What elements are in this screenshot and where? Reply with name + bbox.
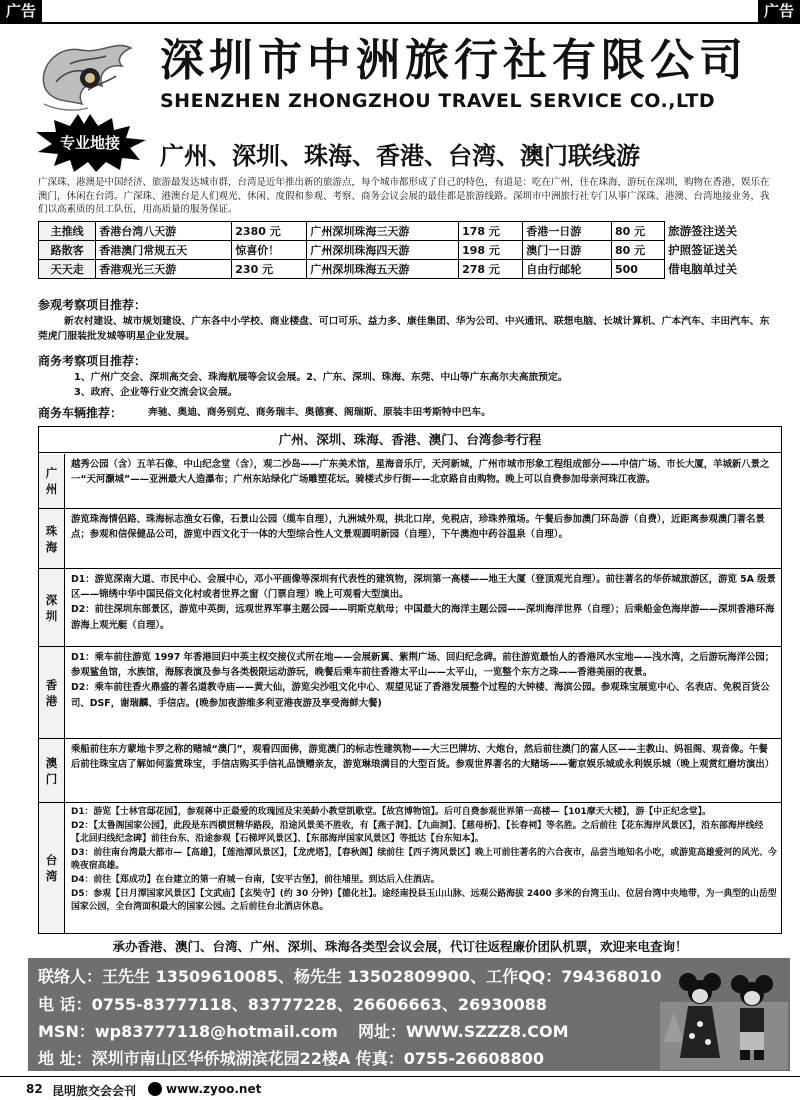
price-route: 广州深圳珠海四天游 bbox=[307, 241, 459, 260]
bottom-banner: 承办香港、澳门、台湾、广州、深圳、珠海各类型会议会展，代订往返程廉价团队机票，欢迎来电查询！ bbox=[112, 939, 688, 954]
price-value: 惊喜价！ bbox=[232, 241, 307, 260]
price-value: 80 元 bbox=[611, 222, 664, 241]
business-line-2: 3、政府、企业等行业交流会议会展。 bbox=[74, 387, 238, 398]
contact-address: 地 址：深圳市南山区华侨城湖滨花园22楼A 传真：0755-26608800 bbox=[38, 1049, 545, 1068]
itinerary-row-zhuhai bbox=[39, 509, 781, 569]
price-value: 178 元 bbox=[459, 222, 523, 241]
route-title: 广州、深圳、珠海、香港、台湾、澳门联线游 bbox=[160, 142, 640, 170]
vehicles-text: 奔驰、奥迪、商务别克、商务瑞丰、奥德赛、阁瑞斯、原装丰田考斯特中巴车。 bbox=[148, 407, 491, 418]
contact-people: 联络人：王先生 13509610085、杨先生 13502809900、工作QQ：794368010 bbox=[38, 967, 662, 986]
itinerary-row-hongkong bbox=[39, 647, 781, 739]
contact-website: 网址：WWW.SZZZ8.COM bbox=[358, 1022, 569, 1041]
itinerary-row-taiwan bbox=[39, 803, 781, 933]
inspection-heading: 参观考察项目推荐： bbox=[38, 298, 147, 312]
contact-phone: 电 话：0755-83777118、83777228、26606663、26930088 bbox=[38, 995, 547, 1014]
price-value: 198 元 bbox=[459, 241, 523, 260]
price-row-lead: 天天走 bbox=[39, 260, 96, 279]
footer-website: www.zyoo.net bbox=[166, 1082, 262, 1096]
row-label: 香 港 bbox=[39, 647, 65, 738]
intro-paragraph: 广深珠、港澳是中国经济、旅游最发达城市群，台湾是近年推出新的旅游点，每个城市都形成了自己的特色，有道是：吃在广州，住在珠海，游玩在深圳，购物在香港，娱乐在澳门，休闲在台湾。广深珠、港澳台是人们观光、休闲、度假和参观、考察、商务会议会展的最佳都是旅游线路。深圳市中洲旅行社专门从事广深珠、港澳、台湾地接业务，我们以高素质的员工队伍，用高质量的服务保证。 bbox=[38, 177, 770, 216]
contact-band bbox=[28, 958, 790, 1071]
mascot-illustration bbox=[660, 962, 788, 1070]
row-text: D1：游览【士林官邸花园】，参观蒋中正最爱的玫瑰园及宋美龄小教堂凯歌堂。【故宫博物馆】。后可自费参观世界第一高楼—【101摩天大楼】，游【中正纪念堂】。 D2：【太鲁阁国家公园】，此段是东西横贯精华路段，沿途风景美不胜收，有【燕子洞】、【九曲洞】、【慈母桥】、【长春祠】等名胜。之后前往【花东海岸风景区】，沿东部海岸线经【北回归线纪念碑】前往台东、沿途参观【石梯坪风景区】、【东部海岸国家风景区】等抵达【台东知本】。 D3：前往南台湾最大都市—【高雄】，【莲池潭风景区】，【龙虎塔】，【春秋阁】续前往【西子湾风景区】晚上可前往著名的六合夜市，品尝当地知名小吃，或游览高雄爱河的风光、今晚夜宿高雄。 D4：前往【郑成功】在台建立的第一府城－台南，【安平古堡】，前往埔里。到达后入住酒店。 D5：参观【日月潭国家风景区】【文武庙】【玄奘寺】(约 30 分钟)【德化社】。途经南投县玉山山脉、远观公路海拔 2400 多米的台湾玉山、位居台湾中央地带，为一典型的山岳型国家公园，全台湾面积最大的国家公园。之后前往台北酒店休息。 bbox=[71, 807, 777, 913]
row-text: 越秀公园（含）五羊石像、中山纪念堂（含），观二沙岛——广东美术馆，星海音乐厅，天河新城，广州市城市形象工程组成部分——中信广场、市长大厦，羊城新八景之一“天河灏城”——亚洲最大人造瀑布；广州东站绿化广场雕塑花坛。骑楼式步行街——北京路自由购物。晚上可以自费参加母亲河珠江夜游。 bbox=[71, 459, 770, 486]
row-text: 游览珠海情侣路、珠海标志渔女石像，石景山公园（缆车自理），九洲城外观，拱北口岸，免税店，珍珠养殖场。午餐后参加澳门环岛游（自费），近距离参观澳门著名景点；参观和信保健品公司，游览中西文化于一体的大型综合性人文景观圆明新园（自理），下午澳泡中药谷温泉（自理）。 bbox=[71, 514, 765, 541]
price-row-lead: 路散客 bbox=[39, 241, 96, 260]
row-text: 乘船前往东方蒙地卡罗之称的赌城“澳门”，观看四面佛，游览澳门的标志性建筑物——大三巴牌坊、大炮台，然后前往澳门的富人区——主教山、妈祖阁、观音像。午餐后前往珠宝店了解如何鉴赏珠宝，手信店购买手信礼品馈赠亲友，游览琳琅满目的大型百货。参观世界著名的大赌场——葡京娱乐城或永利娱乐城（晚上观赏红磨坊演出） bbox=[71, 744, 775, 771]
service-slogan: 护照签证送关 bbox=[668, 243, 738, 257]
row-text: D1：游览深南大道、市民中心、会展中心，邓小平画像等深圳有代表性的建筑物，深圳第一高楼——地王大厦（登顶观光自理）。前往著名的华侨城旅游区，游览 5A 级景区——锦绣中华中国民俗文化村或者世界之窗（门票自理）晚上可观看大型演出。 D2：前往深圳东部景区，游览中英街，远观世界军事主题公园——明斯克航母；中国最大的海洋主题公园——深圳海洋世界（自理）；后乘船金色海岸游——深圳香港环海游海上观光艇（自理）。 bbox=[71, 574, 776, 631]
service-slogan: 借电脑单过关 bbox=[668, 262, 738, 276]
price-table bbox=[38, 221, 774, 279]
magazine-logo-icon bbox=[148, 1082, 162, 1096]
row-text: D1：乘车前往游览 1997 年香港回归中英主权交接仪式所在地——会展新翼、紫荆广场、回归纪念碑。前往游览最怡人的香港风水宝地——浅水湾，之后游玩海洋公园；参观鲨鱼馆，水族馆，海豚表演及参与各类极限运动游玩，晚餐后乘车前往香港太平山——太平山，一览整个东方之珠——香港美丽的夜景。 D2：乘车前往香火鼎盛的著名道教寺庙——黄大仙，游览尖沙咀文化中心、观望见证了香港发展整个过程的大钟楼、海滨公园。参观珠宝展览中心、名表店、免税百货公司、DSF，谢瑞麟、手信店。(晚参加夜游维多利亚港夜游及享受海鲜大餐) bbox=[71, 652, 775, 709]
price-value: 278 元 bbox=[459, 260, 523, 279]
page-footer bbox=[0, 1076, 800, 1100]
company-name-en: SHENZHEN ZHONGZHOU TRAVEL SERVICE CO.,LTD bbox=[160, 90, 716, 112]
page-number: 82 bbox=[26, 1082, 43, 1096]
price-route: 澳门一日游 bbox=[523, 241, 612, 260]
top-rule bbox=[0, 22, 800, 24]
price-route: 自由行邮轮 bbox=[523, 260, 612, 279]
inspection-text: 新农村建设、城市规划建设、广东各中小学校、商业楼盘、可口可乐、益力多、康佳集团、华为公司、中兴通讯、联想电脑、长城计算机、广本汽车、丰田汽车、东莞虎门服装批发城等明星企业发展。 bbox=[38, 316, 770, 342]
itinerary-title: 广州、深圳、珠海、香港、澳门、台湾参考行程 bbox=[39, 427, 781, 453]
badge-text: 专业地接 bbox=[59, 134, 120, 152]
itinerary-row-guangzhou bbox=[39, 454, 781, 509]
business-line-1: 1、广州广交会、深圳高交会、珠海航展等会议会展。2、广东、深圳、珠海、东莞、中山等广东高尔夫高旅预定。 bbox=[74, 372, 568, 383]
price-value: 2380 元 bbox=[232, 222, 307, 241]
row-label: 深 圳 bbox=[39, 569, 65, 646]
price-value: 500 bbox=[611, 260, 664, 279]
business-heading: 商务考察项目推荐： bbox=[38, 354, 147, 368]
ad-label-left: 广告 bbox=[0, 0, 42, 22]
price-value: 230 元 bbox=[232, 260, 307, 279]
service-slogan: 旅游签注送关 bbox=[668, 224, 738, 238]
price-route: 广州深圳珠海三天游 bbox=[307, 222, 459, 241]
contact-msn: MSN：wp83777118@hotmail.com bbox=[38, 1022, 338, 1041]
price-row-lead: 主推线 bbox=[39, 222, 96, 241]
row-label: 广 州 bbox=[39, 454, 65, 508]
price-route: 广州深圳珠海五天游 bbox=[307, 260, 459, 279]
price-route: 香港澳门常规五天 bbox=[96, 241, 232, 260]
price-row bbox=[39, 260, 774, 279]
price-value: 80 元 bbox=[611, 241, 664, 260]
magazine-name: 昆明旅交会会刊 bbox=[52, 1084, 137, 1098]
price-row bbox=[39, 222, 774, 241]
row-label: 澳 门 bbox=[39, 739, 65, 802]
ad-label-right: 广告 bbox=[758, 0, 800, 22]
itinerary-box bbox=[38, 426, 782, 934]
row-label: 珠 海 bbox=[39, 509, 65, 568]
price-route: 香港观光三天游 bbox=[96, 260, 232, 279]
price-row bbox=[39, 241, 774, 260]
itinerary-row-shenzhen bbox=[39, 569, 781, 647]
vehicles-heading: 商务车辆推荐： bbox=[38, 406, 123, 420]
company-logo bbox=[26, 30, 146, 118]
company-name-cn: 深圳市中洲旅行社有限公司 bbox=[160, 35, 748, 86]
row-label: 台 湾 bbox=[39, 803, 65, 933]
price-route: 香港一日游 bbox=[523, 222, 612, 241]
price-route: 香港台湾八天游 bbox=[96, 222, 232, 241]
itinerary-row-macau bbox=[39, 739, 781, 803]
